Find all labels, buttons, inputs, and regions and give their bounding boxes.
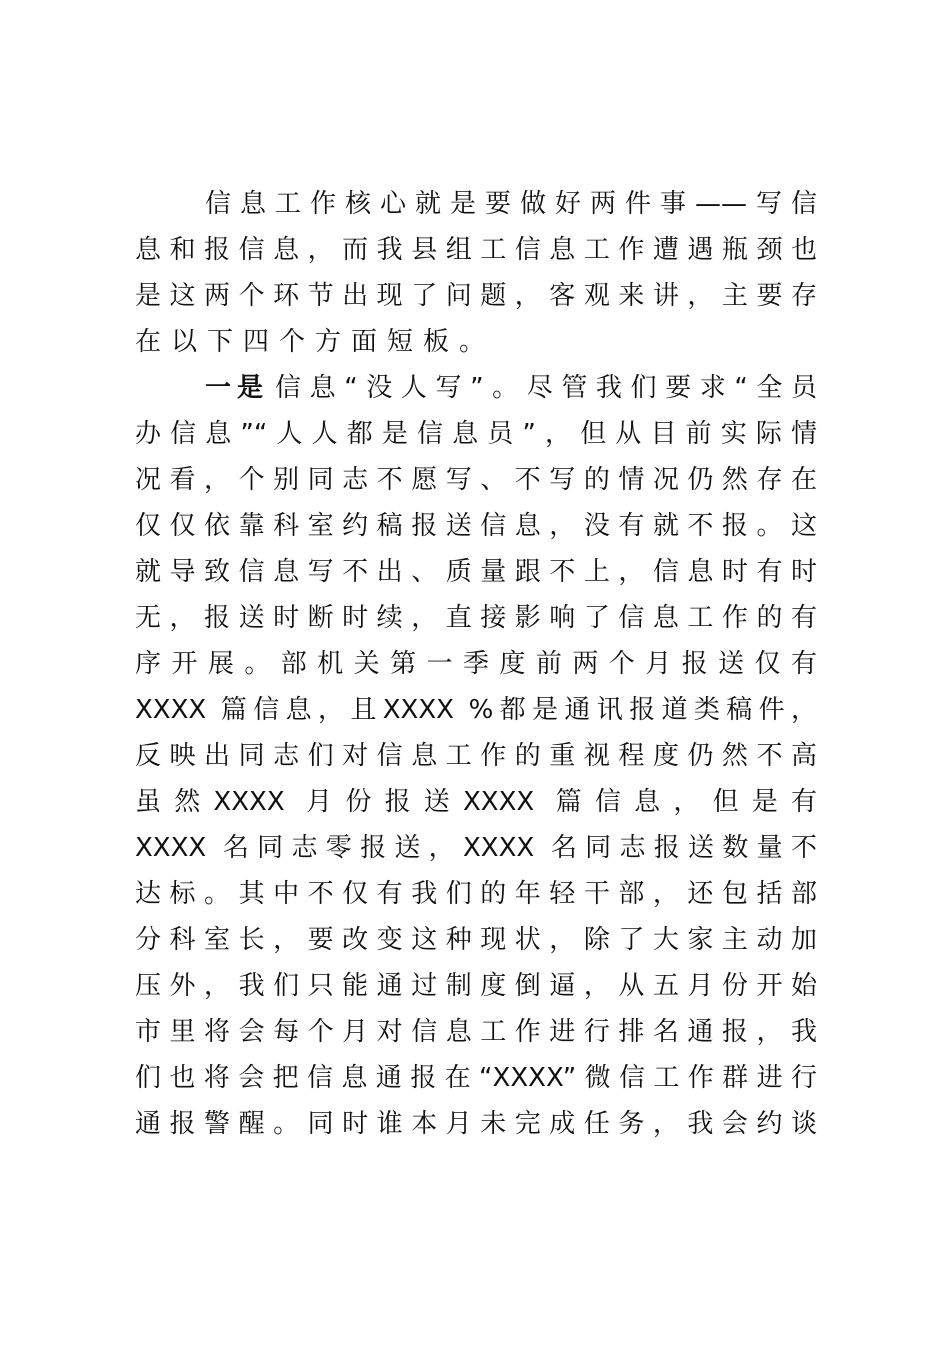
paragraph-1-line-4: 在以下四个方面短板。 (135, 327, 496, 357)
paragraph-2-line-1 (205, 368, 817, 408)
paragraph-2-line-14: 压外，我们只能通过制度倒逼，从五月份开始 (135, 971, 817, 1001)
paragraph-2-line-2: 办信息”“人人都是信息员”，但从目前实际情 (135, 419, 817, 449)
lead-bold-text: 一是 (205, 373, 270, 403)
paragraph-2-line-11: XXXX 名同志零报送，XXXX 名同志报送数量不 (135, 833, 817, 863)
paragraph-2-line-8: XXXX 篇信息，且XXXX %都是通讯报道类稿件， (135, 695, 817, 725)
paragraph-2-line-12: 达标。其中不仅有我们的年轻干部，还包括部 (135, 879, 817, 909)
paragraph-1-line-1: 信息工作核心就是要做好两件事——写信 (205, 189, 817, 219)
paragraph-2-line-16: 们也将会把信息通报在“XXXX”微信工作群进行 (135, 1063, 817, 1093)
paragraph-2-line-6: 无，报送时断时续，直接影响了信息工作的有 (135, 603, 817, 633)
paragraph-2-line-13: 分科室长，要改变这种现状，除了大家主动加 (135, 925, 817, 955)
paragraph-2-line-15: 市里将会每个月对信息工作进行排名通报，我 (135, 1017, 817, 1047)
paragraph-2-line-1-text: 信息“没人写”。尽管我们要求“全员 (275, 373, 817, 403)
paragraph-2-line-10: 虽然XXXX 月份报送XXXX 篇信息，但是有 (135, 787, 817, 817)
paragraph-2-line-7: 序开展。部机关第一季度前两个月报送仅有 (135, 649, 817, 679)
paragraph-2-line-5: 就导致信息写不出、质量跟不上，信息时有时 (135, 557, 817, 587)
paragraph-1-line-3: 是这两个环节出现了问题，客观来讲，主要存 (135, 281, 817, 311)
paragraph-2-line-9: 反映出同志们对信息工作的重视程度仍然不高 (135, 741, 817, 771)
paragraph-2-line-4: 仅仅依靠科室约稿报送信息，没有就不报。这 (135, 511, 817, 541)
paragraph-2-line-17: 通报警醒。同时谁本月未完成任务，我会约谈 (135, 1109, 817, 1139)
paragraph-2-line-3: 况看，个别同志不愿写、不写的情况仍然存在 (135, 465, 817, 495)
paragraph-1-line-2: 息和报信息，而我县组工信息工作遭遇瓶颈也 (135, 235, 817, 265)
